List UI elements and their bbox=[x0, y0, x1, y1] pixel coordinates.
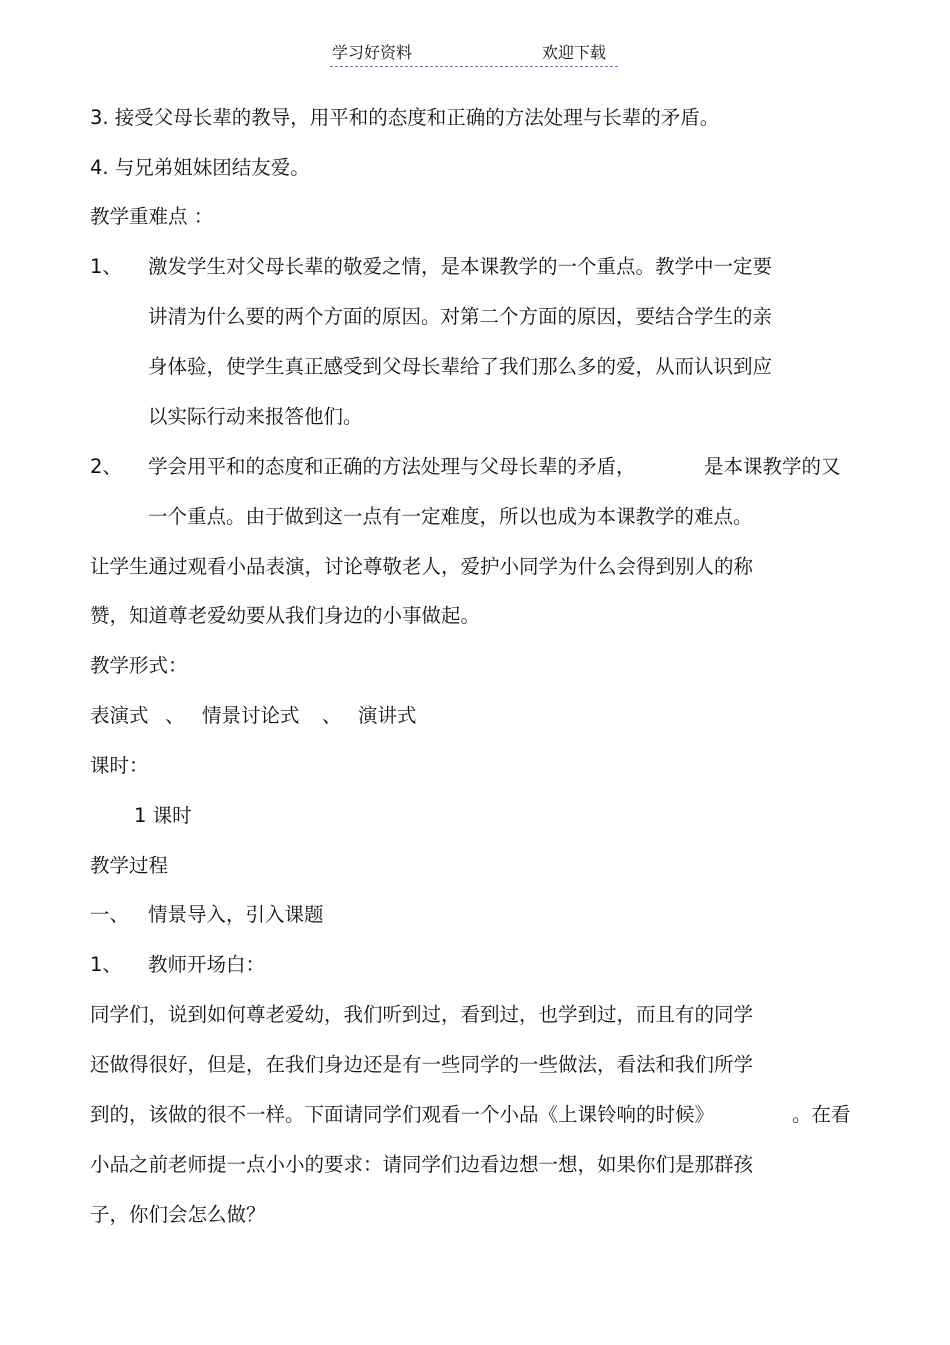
opening-text-line-5: 子，你们会怎么做？ bbox=[90, 1203, 266, 1226]
key-point-1-line-2: 讲清为什么要的两个方面的原因。对第二个方面的原因，要结合学生的亲 bbox=[148, 305, 773, 328]
teaching-form-item-1: 表演式 bbox=[90, 704, 149, 727]
opening-text-line-2: 还做得很好，但是，在我们身边还是有一些同学的一些做法，看法和我们所学 bbox=[90, 1053, 754, 1076]
opening-text-line-3b: 。在看 bbox=[792, 1103, 851, 1126]
substep-1-title: 教师开场白： bbox=[148, 953, 266, 976]
teaching-form-separator-2: 、 bbox=[322, 704, 342, 727]
step-1-number: 一、 bbox=[90, 903, 130, 926]
page-header bbox=[330, 40, 618, 67]
header-left-text: 学习好资料 bbox=[332, 43, 413, 62]
method-text-line-1: 让学生通过观看小品表演，讨论尊敬老人，爱护小同学为什么会得到别人的称 bbox=[90, 555, 754, 578]
key-point-2-line-2: 一个重点。由于做到这一点有一定难度，所以也成为本课教学的难点。 bbox=[148, 505, 753, 528]
section-heading-key-points: 教学重难点 ： bbox=[90, 205, 214, 228]
opening-text-line-3a: 到的，该做的很不一样。下面请同学们观看一个小品《上课铃响的时候》 bbox=[90, 1103, 715, 1126]
step-1-title: 情景导入，引入课题 bbox=[148, 903, 324, 926]
lesson-hours-value: 1 课时 bbox=[134, 804, 192, 827]
key-point-1-line-4: 以实际行动来报答他们。 bbox=[148, 405, 363, 428]
teaching-form-separator-1: 、 bbox=[165, 704, 185, 727]
key-point-1-line-3: 身体验，使学生真正感受到父母长辈给了我们那么多的爱，从而认识到应 bbox=[148, 355, 773, 378]
opening-text-line-1: 同学们，说到如何尊老爱幼，我们听到过，看到过，也学到过，而且有的同学 bbox=[90, 1003, 754, 1026]
method-text-line-2: 赞，知道尊老爱幼要从我们身边的小事做起。 bbox=[90, 604, 481, 627]
opening-text-line-4: 小品之前老师提一点小小的要求：请同学们边看边想一想，如果你们是那群孩 bbox=[90, 1153, 754, 1176]
key-point-1-line-1: 激发学生对父母长辈的敬爱之情，是本课教学的一个重点。教学中一定要 bbox=[148, 255, 773, 278]
teaching-form-item-3: 演讲式 bbox=[358, 704, 417, 727]
key-point-2-number: 2、 bbox=[90, 455, 122, 478]
objective-4: 4. 与兄弟姐妹团结友爱。 bbox=[90, 156, 310, 179]
key-point-2-line-1a: 学会用平和的态度和正确的方法处理与父母长辈的矛盾， bbox=[148, 455, 636, 478]
section-heading-process: 教学过程 bbox=[90, 854, 169, 877]
section-heading-teaching-form: 教学形式： bbox=[90, 654, 188, 677]
header-right-text: 欢迎下载 bbox=[542, 43, 607, 62]
objective-3: 3. 接受父母长辈的教导，用平和的态度和正确的方法处理与长辈的矛盾。 bbox=[90, 106, 720, 129]
key-point-1-number: 1、 bbox=[90, 255, 122, 278]
substep-1-number: 1、 bbox=[90, 953, 122, 976]
section-heading-lesson-hours: 课时： bbox=[90, 754, 149, 777]
key-point-2-line-1b: 是本课教学的又 bbox=[704, 455, 841, 478]
teaching-form-item-2: 情景讨论式 bbox=[202, 704, 300, 727]
